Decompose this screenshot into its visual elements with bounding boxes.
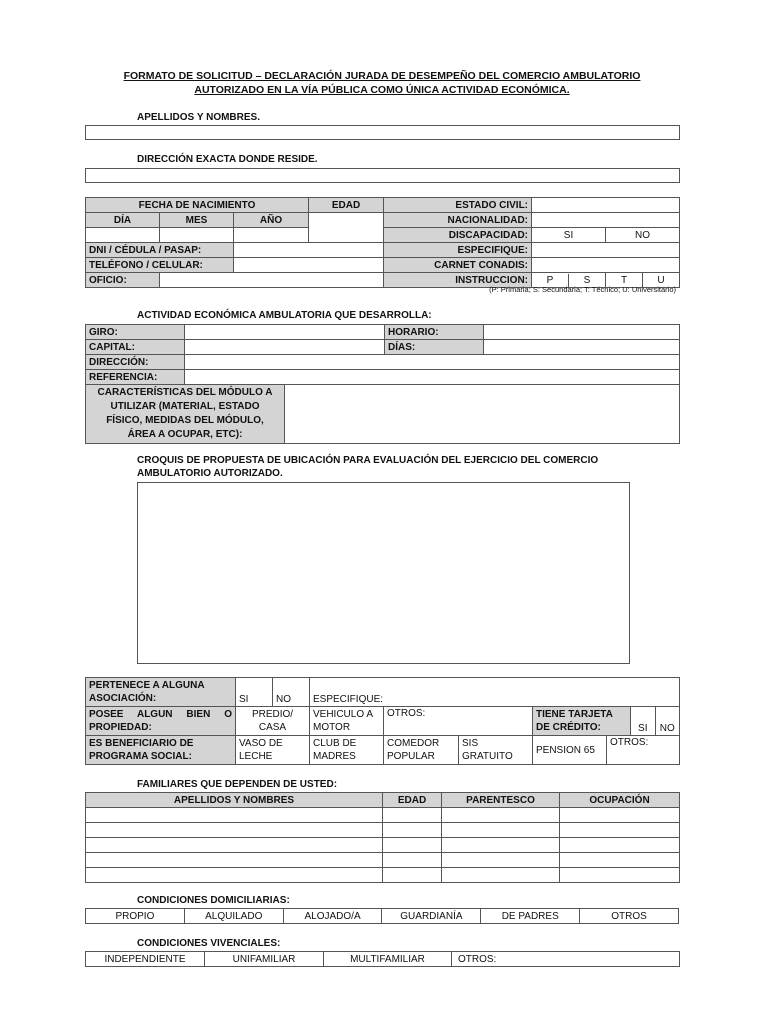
- familiares-table: [85, 792, 680, 883]
- domiciliaria-alquilado[interactable]: ALQUILADO: [184, 909, 283, 924]
- discapacidad-label: DISCAPACIDAD:: [384, 228, 532, 243]
- croquis-line2: AMBULATORIO AUTORIZADO.: [137, 468, 283, 479]
- familiares-col-parentesco: PARENTESCO: [442, 793, 560, 808]
- table-cell[interactable]: [86, 838, 383, 853]
- instruccion-u[interactable]: U: [643, 273, 680, 288]
- table-cell[interactable]: [560, 808, 680, 823]
- table-cell[interactable]: [383, 823, 442, 838]
- giro-field[interactable]: [185, 325, 385, 340]
- asociacion-no[interactable]: NO: [273, 678, 310, 707]
- table-cell[interactable]: [383, 808, 442, 823]
- estado-civil-label: ESTADO CIVIL:: [384, 198, 532, 213]
- tarjeta-options: [631, 707, 680, 736]
- domiciliarias-heading: CONDICIONES DOMICILIARIAS:: [137, 895, 290, 906]
- table-cell[interactable]: [383, 868, 442, 883]
- pension-option[interactable]: PENSION 65: [533, 736, 607, 765]
- referencia-label: REFERENCIA:: [86, 370, 185, 385]
- oficio-label: OFICIO:: [86, 273, 160, 288]
- vehiculo-option[interactable]: VEHICULO A MOTOR: [310, 707, 384, 736]
- table-row: [86, 853, 680, 868]
- familiares-col-edad: EDAD: [383, 793, 442, 808]
- instruccion-note: (P: Primaria; S: Secundaria; T: Técnico; U: Universitario): [489, 285, 676, 294]
- posee-otros[interactable]: OTROS:: [384, 707, 533, 736]
- caracteristicas-label: CARACTERÍSTICAS DEL MÓDULO A UTILIZAR (MATERIAL, ESTADO FÍSICO, MEDIDAS DEL MÓDULO, ÁREA A OCUPAR, ETC):: [86, 385, 285, 444]
- vivencial-multifamiliar[interactable]: MULTIFAMILIAR: [324, 952, 452, 967]
- familiares-col-ocupacion: OCUPACIÓN: [560, 793, 680, 808]
- edad-header: EDAD: [309, 198, 384, 213]
- dias-label: DÍAS:: [385, 340, 484, 355]
- vivencial-independiente[interactable]: INDEPENDIENTE: [86, 952, 205, 967]
- instruccion-s[interactable]: S: [583, 274, 591, 286]
- telefono-field[interactable]: [234, 258, 384, 273]
- table-cell[interactable]: [560, 823, 680, 838]
- table-cell[interactable]: [442, 808, 560, 823]
- tarjeta-no[interactable]: NO: [655, 707, 680, 735]
- table-row: [86, 868, 680, 883]
- instruccion-t[interactable]: T: [606, 273, 643, 288]
- pertenece-label: PERTENECE A ALGUNA ASOCIACIÓN:: [86, 678, 236, 707]
- table-cell[interactable]: [560, 868, 680, 883]
- programa-otros[interactable]: OTROS:: [607, 736, 680, 765]
- familiares-heading: FAMILIARES QUE DEPENDEN DE USTED:: [137, 779, 338, 790]
- caracteristicas-field[interactable]: [285, 385, 680, 444]
- oficio-field[interactable]: [160, 273, 384, 288]
- especifique-label: ESPECIFIQUE:: [384, 243, 532, 258]
- beneficiario-label: ES BENEFICIARIO DE PROGRAMA SOCIAL:: [86, 736, 236, 765]
- domiciliaria-guardiania[interactable]: GUARDIANÍA: [382, 909, 481, 924]
- table-cell[interactable]: [86, 868, 383, 883]
- predio-option[interactable]: PREDIO/ CASA: [236, 707, 310, 736]
- horario-label: HORARIO:: [385, 325, 484, 340]
- croquis-line1: CROQUIS DE PROPUESTA DE UBICACIÓN PARA EVALUACIÓN DEL EJERCICIO DEL COMERCIO: [137, 455, 599, 466]
- fecha-nacimiento-header: FECHA DE NACIMIENTO: [86, 198, 309, 213]
- dia-header: DÍA: [86, 213, 160, 228]
- referencia-field[interactable]: [185, 370, 680, 385]
- actividad-table: [85, 324, 680, 444]
- capital-label: CAPITAL:: [86, 340, 185, 355]
- table-cell[interactable]: [442, 868, 560, 883]
- discapacidad-si[interactable]: SI: [532, 228, 606, 243]
- familiares-col-nombres: APELLIDOS Y NOMBRES: [86, 793, 383, 808]
- dni-label: DNI / CÉDULA / PASAP:: [86, 243, 234, 258]
- domiciliaria-propio[interactable]: PROPIO: [86, 909, 185, 924]
- table-row: [86, 808, 680, 823]
- domiciliaria-alojado[interactable]: ALOJADO/A: [283, 909, 382, 924]
- dni-field[interactable]: [234, 243, 384, 258]
- mes-header: MES: [160, 213, 234, 228]
- table-cell[interactable]: [383, 853, 442, 868]
- domiciliarias-table: [85, 908, 679, 924]
- comedor-option[interactable]: COMEDOR POPULAR: [384, 736, 459, 765]
- apellidos-label: APELLIDOS Y NOMBRES.: [137, 112, 260, 123]
- table-cell[interactable]: [442, 823, 560, 838]
- vivenciales-heading: CONDICIONES VIVENCIALES:: [137, 938, 281, 949]
- instruccion-p[interactable]: P: [532, 274, 569, 287]
- asociacion-si[interactable]: SI: [236, 678, 273, 707]
- giro-label: GIRO:: [86, 325, 185, 340]
- direccion-label: DIRECCIÓN EXACTA DONDE RESIDE.: [137, 154, 318, 165]
- direccion-act-field[interactable]: [185, 355, 680, 370]
- direccion-field[interactable]: [85, 168, 680, 183]
- horario-field[interactable]: [484, 325, 680, 340]
- sis-option[interactable]: SIS GRATUITO: [459, 736, 533, 765]
- club-option[interactable]: CLUB DE MADRES: [310, 736, 384, 765]
- personal-data-table: [85, 197, 680, 288]
- table-cell[interactable]: [86, 853, 383, 868]
- dia-field[interactable]: [86, 228, 160, 243]
- table-cell[interactable]: [560, 853, 680, 868]
- anio-header: AÑO: [234, 213, 309, 228]
- capital-field[interactable]: [185, 340, 385, 355]
- dias-field[interactable]: [484, 340, 680, 355]
- domiciliaria-otros[interactable]: OTROS: [580, 909, 679, 924]
- carnet-field[interactable]: [532, 258, 680, 273]
- edad-field[interactable]: [309, 213, 384, 243]
- actividad-heading: ACTIVIDAD ECONÓMICA AMBULATORIA QUE DESARROLLA:: [137, 310, 432, 321]
- instruccion-label: INSTRUCCION:: [384, 273, 532, 288]
- nacionalidad-label: NACIONALIDAD:: [384, 213, 532, 228]
- vivenciales-table: [85, 951, 680, 967]
- apellidos-field[interactable]: [85, 125, 680, 140]
- tarjeta-si[interactable]: SI: [638, 723, 648, 734]
- domiciliaria-padres[interactable]: DE PADRES: [481, 909, 580, 924]
- anio-field[interactable]: [234, 228, 309, 243]
- especifique-field[interactable]: [532, 243, 680, 258]
- form-title-line1: FORMATO DE SOLICITUD – DECLARACIÓN JURADA DE DESEMPEÑO DEL COMERCIO AMBULATORIO: [123, 70, 641, 82]
- asociacion-especifique[interactable]: ESPECIFIQUE:: [310, 678, 680, 707]
- vivencial-unifamiliar[interactable]: UNIFAMILIAR: [205, 952, 324, 967]
- estado-civil-field[interactable]: [532, 198, 680, 213]
- table-cell[interactable]: [383, 838, 442, 853]
- discapacidad-no[interactable]: NO: [606, 228, 680, 243]
- direccion-act-label: DIRECCIÓN:: [86, 355, 185, 370]
- form-title-line2: AUTORIZADO EN LA VÍA PÚBLICA COMO ÚNICA ACTIVIDAD ECONÓMICA.: [194, 84, 570, 96]
- table-cell[interactable]: [442, 853, 560, 868]
- tarjeta-label: TIENE TARJETA DE CRÉDITO:: [533, 707, 631, 736]
- vivencial-otros[interactable]: OTROS:: [452, 952, 680, 967]
- croquis-box[interactable]: [137, 482, 630, 664]
- mes-field[interactable]: [160, 228, 234, 243]
- table-row: [86, 838, 680, 853]
- vaso-option[interactable]: VASO DE LECHE: [236, 736, 310, 765]
- carnet-label: CARNET CONADIS:: [384, 258, 532, 273]
- table-cell[interactable]: [86, 823, 383, 838]
- table-row: [86, 823, 680, 838]
- table-cell[interactable]: [560, 838, 680, 853]
- table-cell[interactable]: [86, 808, 383, 823]
- nacionalidad-field[interactable]: [532, 213, 680, 228]
- table-cell[interactable]: [442, 838, 560, 853]
- asociacion-table: [85, 677, 680, 765]
- telefono-label: TELÉFONO / CELULAR:: [86, 258, 234, 273]
- posee-label: POSEE ALGUN BIEN O PROPIEDAD:: [86, 707, 236, 736]
